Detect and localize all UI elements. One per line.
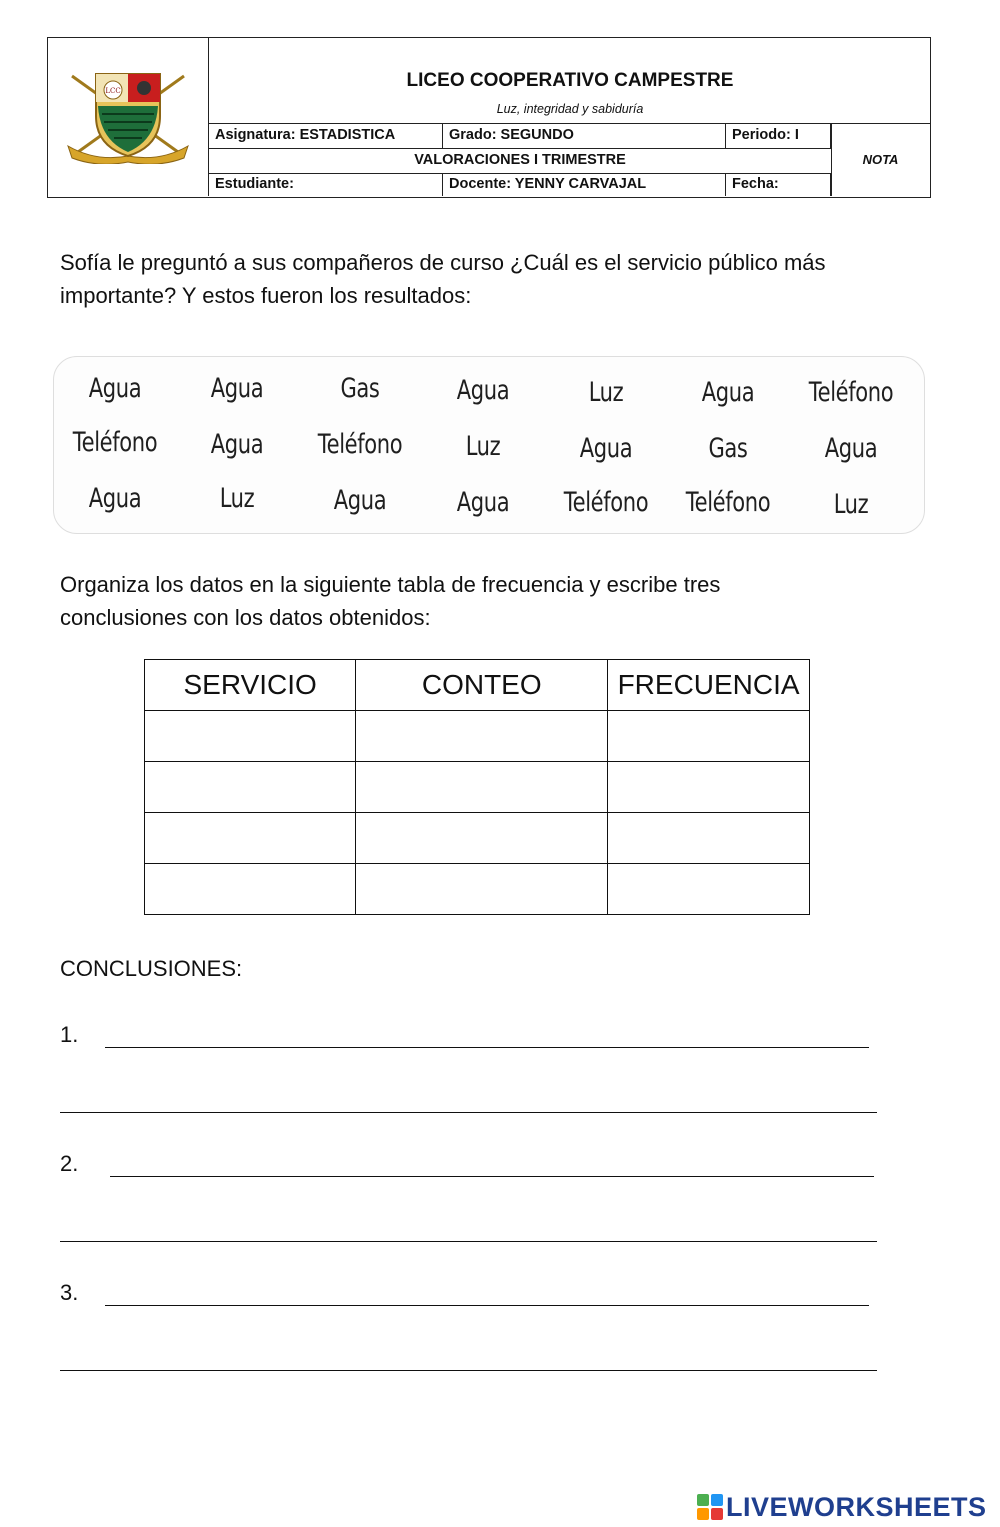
survey-word: Luz <box>465 431 501 462</box>
conclusion-1-line-b[interactable] <box>60 1112 877 1113</box>
conclusions-label: CONCLUSIONES: <box>60 956 243 981</box>
survey-word: Luz <box>588 377 624 408</box>
survey-word: Teléfono <box>563 487 649 518</box>
survey-word: Agua <box>333 485 387 516</box>
liveworksheets-brand <box>697 1490 987 1524</box>
conclusion-number-2: 2. <box>60 1151 79 1176</box>
period-field: Periodo: I <box>726 123 831 148</box>
school-motto: Luz, integridad y sabiduría <box>496 102 644 116</box>
survey-word: Agua <box>210 429 264 460</box>
servicio-cell[interactable] <box>145 864 356 915</box>
table-row <box>145 762 810 813</box>
brand-text: LIVEWORKSHEETS <box>726 1491 987 1522</box>
survey-word: Agua <box>210 373 264 404</box>
logo-initials: LCC <box>105 87 121 95</box>
frecuencia-cell[interactable] <box>608 762 810 813</box>
table-header-row <box>145 660 810 711</box>
survey-word: Teléfono <box>685 487 771 518</box>
frecuencia-cell[interactable] <box>608 711 810 762</box>
table-row <box>145 813 810 864</box>
survey-word: Teléfono <box>808 377 894 408</box>
subject-field: Asignatura: ESTADISTICA <box>209 123 443 148</box>
conteo-cell[interactable] <box>356 813 608 864</box>
servicio-cell[interactable] <box>145 762 356 813</box>
student-field[interactable]: Estudiante: <box>209 173 443 196</box>
conclusion-2-line-a[interactable] <box>110 1176 874 1177</box>
survey-word: Luz <box>833 489 869 520</box>
instructions-line-2: conclusiones con los datos obtenidos: <box>60 605 431 630</box>
teacher-field: Docente: YENNY CARVAJAL <box>443 173 726 196</box>
conclusion-number-3: 3. <box>60 1280 79 1305</box>
survey-word: Agua <box>88 373 142 404</box>
header-servicio: SERVICIO <box>145 660 356 711</box>
servicio-cell[interactable] <box>145 711 356 762</box>
survey-word: Agua <box>88 483 142 514</box>
date-field[interactable]: Fecha: <box>726 173 831 196</box>
intro-line-2: importante? Y estos fueron los resultados: <box>60 283 472 308</box>
survey-word: Teléfono <box>317 429 403 460</box>
conclusion-1-line-a[interactable] <box>105 1047 869 1048</box>
conteo-cell[interactable] <box>356 711 608 762</box>
table-row <box>145 864 810 915</box>
intro-line-1: Sofía le preguntó a sus compañeros de curso ¿Cuál es el servicio público más <box>60 250 826 275</box>
survey-word: Agua <box>456 375 510 406</box>
grade-field: Grado: SEGUNDO <box>443 123 726 148</box>
survey-word: Agua <box>579 433 633 464</box>
instructions-line-1: Organiza los datos en la siguiente tabla de frecuencia y escribe tres <box>60 572 721 597</box>
worksheet-header <box>47 37 931 198</box>
school-name: LICEO COOPERATIVO CAMPESTRE <box>406 70 734 91</box>
survey-results-box <box>53 356 925 534</box>
conclusion-number-1: 1. <box>60 1022 79 1047</box>
header-conteo: CONTEO <box>356 660 608 711</box>
survey-word: Agua <box>456 487 510 518</box>
frequency-table <box>144 659 810 915</box>
survey-word: Agua <box>824 433 878 464</box>
conclusion-2-line-b[interactable] <box>60 1241 877 1242</box>
survey-word: Gas <box>708 433 748 464</box>
table-row <box>145 711 810 762</box>
servicio-cell[interactable] <box>145 813 356 864</box>
conteo-cell[interactable] <box>356 762 608 813</box>
survey-word: Gas <box>340 373 380 404</box>
header-frecuencia: FRECUENCIA <box>608 660 810 711</box>
liveworksheets-logo-icon <box>697 1494 723 1520</box>
survey-word: Agua <box>701 377 755 408</box>
conteo-cell[interactable] <box>356 864 608 915</box>
conclusion-3-line-b[interactable] <box>60 1370 877 1371</box>
school-crest-logo <box>66 66 190 164</box>
frecuencia-cell[interactable] <box>608 864 810 915</box>
logo-cell <box>48 38 209 196</box>
conclusion-3-line-a[interactable] <box>105 1305 869 1306</box>
survey-word: Teléfono <box>72 427 158 458</box>
grade-nota-box[interactable]: NOTA <box>862 152 899 167</box>
assessment-title: VALORACIONES I TRIMESTRE <box>414 152 626 168</box>
frecuencia-cell[interactable] <box>608 813 810 864</box>
survey-word: Luz <box>219 483 255 514</box>
